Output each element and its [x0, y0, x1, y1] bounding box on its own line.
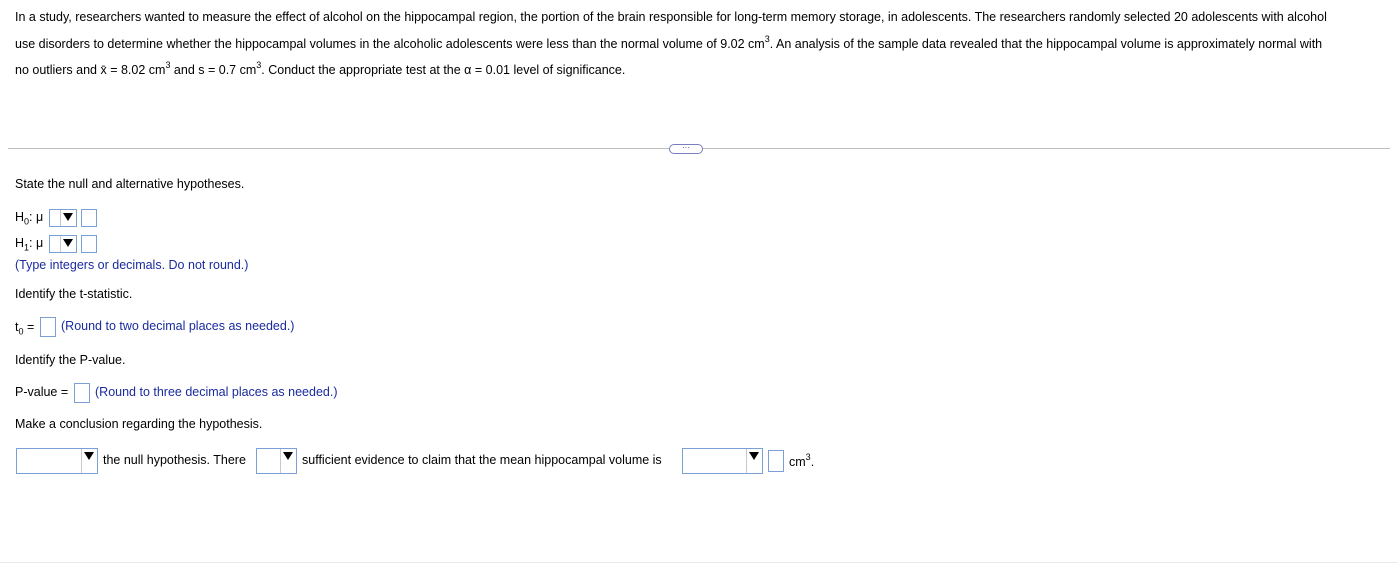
problem-line-2-text: use disorders to determine whether the hippocampal volumes in the alcoholic adolescents were less than the normal volume of 9.02 cm — [15, 36, 765, 51]
tstat-hint: (Round to two decimal places as needed.) — [61, 319, 295, 333]
problem-line-1: In a study, researchers wanted to measure the effect of alcohol on the hippocampal region, the portion of the brain responsible for long-term memory storage, in adolescents. The researchers randomly selected 20 adolescents with alcohol — [15, 10, 1327, 24]
chevron-down-icon — [280, 449, 296, 473]
h0-mu: : μ — [29, 210, 44, 224]
problem-line-2-text-b: . An analysis of the sample data revealed that the hippocampal volume is approximately normal with — [769, 36, 1323, 51]
superscript: 3 — [256, 60, 262, 71]
h1-mu: : μ — [29, 236, 44, 250]
tstat-subscript: 0 — [18, 326, 24, 337]
h0-letter: H — [15, 210, 25, 224]
conclusion-text-1: the null hypothesis. There — [103, 453, 246, 467]
tstat-label — [15, 320, 34, 337]
h0-value-input[interactable] — [81, 209, 97, 227]
reject-decision-dropdown[interactable] — [16, 448, 98, 474]
superscript: 3 — [165, 60, 171, 71]
unit-text: cm — [789, 455, 806, 470]
pvalue-hint: (Round to three decimal places as needed.) — [95, 385, 338, 399]
problem-line-3-text: no outliers and x̄ = 8.02 cm — [15, 63, 166, 78]
chevron-down-icon — [746, 449, 762, 473]
h1-label — [15, 236, 43, 253]
pvalue-label: P-value = — [15, 385, 69, 399]
h1-value-input[interactable] — [81, 235, 97, 253]
tstat-input[interactable] — [40, 317, 56, 337]
volume-input[interactable] — [768, 450, 784, 472]
problem-line-3-text-b: and s = 0.7 cm — [170, 63, 257, 78]
pvalue-input[interactable] — [74, 383, 90, 403]
superscript: 3 — [764, 33, 770, 44]
comparison-dropdown[interactable] — [682, 448, 763, 474]
more-options-button[interactable]: ··· — [669, 144, 703, 154]
h0-subscript: 0 — [24, 216, 30, 227]
hypotheses-prompt: State the null and alternative hypotheses. — [15, 177, 245, 191]
tstat-equals: = — [23, 320, 35, 334]
tstat-prompt: Identify the t-statistic. — [15, 287, 133, 301]
hypotheses-hint: (Type integers or decimals. Do not round.) — [15, 258, 249, 272]
h0-label — [15, 210, 43, 227]
h1-relation-dropdown[interactable] — [49, 235, 77, 253]
unit-label — [789, 453, 814, 469]
chevron-down-icon — [81, 449, 97, 473]
h1-letter: H — [15, 236, 25, 250]
unit-period: . — [810, 455, 815, 470]
h1-subscript: 1 — [24, 242, 30, 253]
h0-relation-dropdown[interactable] — [49, 209, 77, 227]
pvalue-prompt: Identify the P-value. — [15, 353, 126, 367]
chevron-down-icon — [60, 210, 76, 226]
conclusion-prompt: Make a conclusion regarding the hypothesis. — [15, 417, 263, 431]
chevron-down-icon — [60, 236, 76, 252]
unit-superscript: 3 — [805, 452, 811, 462]
problem-statement — [15, 6, 1387, 82]
tstat-letter: t — [15, 320, 19, 334]
problem-line-2 — [15, 29, 1387, 56]
bottom-border — [0, 562, 1397, 563]
conclusion-text-2: sufficient evidence to claim that the mean hippocampal volume is — [302, 453, 662, 467]
problem-line-3-text-c: . Conduct the appropriate test at the α = 0.01 level of significance. — [261, 63, 626, 78]
problem-line-3 — [15, 55, 1387, 82]
evidence-dropdown[interactable] — [256, 448, 297, 474]
